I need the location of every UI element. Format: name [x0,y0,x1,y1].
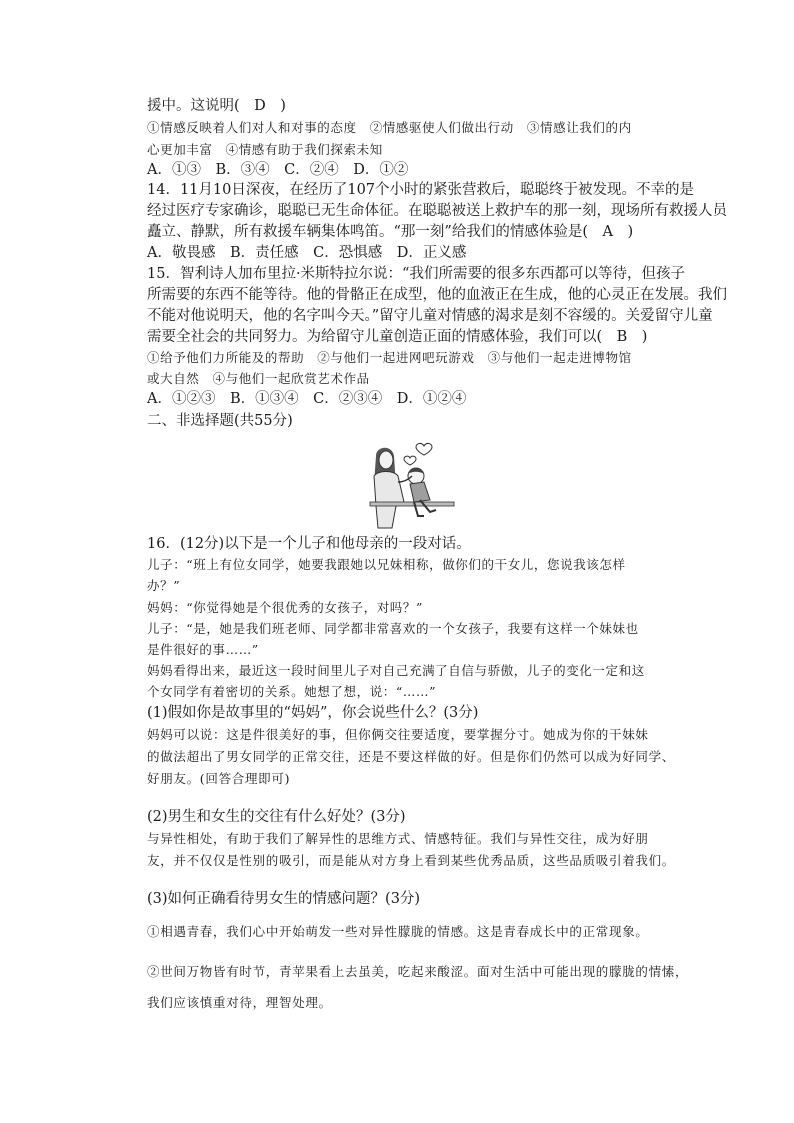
q15-options-line1: ①给予他们力所能及的帮助 ②与他们一起进网吧玩游戏 ③与他们一起走进博物馆 [147,350,632,365]
q15-line2: 所需要的东西不能等待。他的骨骼正在成型，他的血液正在生成，他的心灵正在发展。我们 [147,287,727,303]
q14-line2: 经过医疗专家确诊，聪聪已无生命体征。在聪聪被送上救护车的那一刻，现场所有救援人员 [147,203,727,219]
section2-title: 二、非选择题(共55分) [147,413,293,429]
q16-mom1: 妈妈：“你觉得她是个很优秀的女孩子，对吗？” [147,600,423,615]
q13-options-line1: ①情感反映着人们对人和对事的态度 ②情感驱使人们做出行动 ③情感让我们的内 [147,120,632,135]
q14-line1: 14．11月10日深夜，在经历了107个小时的紧张营救后，聪聪终于被发现。不幸的是 [147,182,695,198]
q16-sub3-answer-line3: 我们应该慎重对待，理智处理。 [147,995,332,1010]
q13-choices: A．①③ B．③④ C．②④ D．①② [147,162,409,178]
q16-stem: 16．(12分)以下是一个儿子和他母亲的一段对话。 [147,536,471,552]
q14-line3: 矗立、静默，所有救援车辆集体鸣笛。“那一刻”给我们的情感体验是( A ) [147,224,634,240]
q14-choices: A．敬畏感 B．责任感 C．恐惧感 D．正义感 [147,245,467,261]
q16-sub1-answer-line1: 妈妈可以说：这是件很美好的事，但你俩交往要适度，要掌握分寸。她成为你的干妹妹 [147,727,649,742]
q16-sub1-answer-line3: 好朋友。(回答合理即可) [147,771,291,786]
q16-sub1-question: (1)假如你是故事里的“妈妈”，你会说些什么？(3分) [147,705,479,721]
q15-line3: 不能对他说明天，他的名字叫今天。”留守儿童对情感的渴求是刻不容缓的。关爱留守儿童 [147,308,713,324]
q13-options-line2: 心更加丰富 ④情感有助于我们探索未知 [147,142,383,157]
q16-narration-line2: 个女同学有着密切的关系。她想了想，说：“……” [147,684,437,699]
q15-line4: 需要全社会的共同努力。为给留守儿童创造正面的情感体验，我们可以( B ) [147,329,648,345]
q16-sub2-answer-line1: 与异性相处，有助于我们了解异性的思维方式、情感特征。我们与异性交往，成为好朋 [147,831,649,846]
q16-sub3-answer-line1: ①相遇青春，我们心中开始萌发一些对异性朦胧的情感。这是青春成长中的正常现象。 [147,924,649,939]
q16-son2-line1: 儿子：“是，她是我们班老师、同学都非常喜欢的一个女孩子，我要有这样一个妹妹也 [147,621,639,636]
q16-sub3-question: (3)如何正确看待男女生的情感问题？(3分) [147,891,421,907]
q16-narration-line1: 妈妈看得出来，最近这一段时间里儿子对自己充满了自信与骄傲，儿子的变化一定和这 [147,663,645,678]
q16-son1-line1: 儿子：“班上有位女同学，她要我跟她以兄妹相称，做你们的干女儿，您说我该怎样 [147,557,626,572]
q16-sub3-answer-line2: ②世间万物皆有时节，青苹果看上去虽美，吃起来酸涩。面对生活中可能出现的朦胧的情愫， [147,964,689,979]
q15-options-line2: 或大自然 ④与他们一起欣赏艺术作品 [147,371,370,386]
q15-choices: A．①②③ B．①③④ C．②③④ D．①②④ [147,391,467,407]
q16-sub2-question: (2)男生和女生的交往有什么好处？(3分) [147,809,406,825]
q16-son2-line2: 是件很好的事……” [147,642,259,657]
q15-line1: 15．智利诗人加布里拉·米斯特拉尔说：“我们所需要的很多东西都可以等待，但孩子 [147,266,685,282]
q16-sub1-answer-line2: 的做法超出了男女同学的正常交往，还是不要这样做的好。但是你们仍然可以成为好同学、 [147,749,676,764]
mother-child-hearts-illustration [362,436,458,532]
q13-stem-tail: 援中。这说明( D ) [147,98,286,114]
q16-son1-line2: 办？” [147,578,181,593]
q16-sub2-answer-line2: 友，并不仅仅是性别的吸引，而是能从对方身上看到某些优秀品质，这些品质吸引着我们。 [147,853,676,868]
